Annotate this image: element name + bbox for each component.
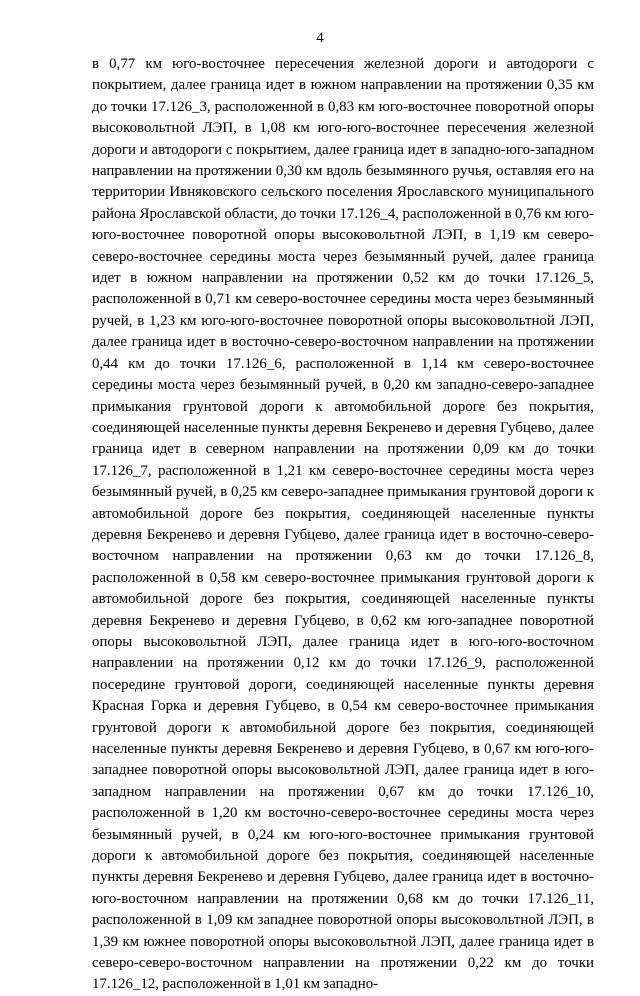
body-text: в 0,77 км юго-восточнее пересечения железной дороги и автодороги с покрытием, далее граница идет в южном направлении на протяжении 0,35 км до точки 17.126_3, расположенной в 0,83 км юго-восточнее поворотной опоры высоковольтной ЛЭП, в 1,08 км юго-юго-восточнее пересечения железной дороги и автодороги с покрытием, далее граница идет в западно-юго-западном направлении на протяжении 0,30 км вдоль безымянного ручья, оставляя его на территории Ивняковского сельского поселения Ярославского муниципального района Ярославской области, до точки 17.126_4, расположенной в 0,76 км юго-юго-восточнее поворотной опоры высоковольтной ЛЭП, в 1,19 км северо-северо-восточнее середины моста через безымянный ручей, далее граница идет в южном направлении на протяжении 0,52 км до точки 17.126_5, расположенной в 0,71 км северо-восточнее середины моста через безымянный ручей, в 1,23 км юго-юго-восточнее поворотной опоры высоковольтной ЛЭП, далее граница идет в восточно-северо-восточном направлении на протяжении 0,44 км до точки 17.126_6, расположенной в 1,14 км северо-восточнее середины моста через безымянный ручей, в 0,20 км западно-северо-западнее примыкания грунтовой дороги к автомобильной дороге без покрытия, соединяющей населенные пункты деревня Бекренево и деревня Губцево, далее граница идет в северном направлении на протяжении 0,09 км до точки 17.126_7, расположенной в 1,21 км северо-восточнее середины моста через безымянный ручей, в 0,25 км северо-западнее примыкания грунтовой дороги к автомобильной дороге без покрытия, соединяющей населенные пункты деревня Бекренево и деревня Губцево, далее граница идет в восточно-северо-восточном направлении на протяжении 0,63 км до точки 17.126_8, расположенной в 0,58 км северо-восточнее примыкания грунтовой дороги к автомобильной дороге без покрытия, соединяющей населенные пункты деревня Бекренево и деревня Губцево, в 0,62 км юго-западнее поворотной опоры высоковольтной ЛЭП, далее граница идет в юго-юго-восточном направлении на протяжении 0,12 км до точки 17.126_9, расположенной посередине грунтовой дороги, соединяющей населенные пункты деревня Красная Горка и деревня Губцево, в 0,54 км северо-восточнее примыкания грунтовой дороги к автомобильной дороге без покрытия, соединяющей населенные пункты деревня Бекренево и деревня Губцево, в 0,67 км юго-юго-западнее поворотной опоры высоковольтной ЛЭП, далее граница идет в юго-западном направлении на протяжении 0,67 км до точки 17.126_10, расположенной в 1,20 км восточно-северо-восточнее середины моста через безымянный ручей, в 0,24 км юго-юго-восточнее примыкания грунтовой дороги к автомобильной дороге без покрытия, соединяющей населенные пункты деревня Бекренево и деревня Губцево, далее граница идет в восточно-юго-восточном направлении на протяжении 0,68 км до точки 17.126_11, расположенной в 1,09 км западнее поворотной опоры высоковольтной ЛЭП, в 1,39 км южнее поворотной опоры высоковольтной ЛЭП, далее граница идет в северо-северо-восточном направлении на протяжении 0,22 км до точки 17.126_12, расположенной в 1,01 км западно- [92,56,594,993]
page-number: 4 [316,30,324,46]
